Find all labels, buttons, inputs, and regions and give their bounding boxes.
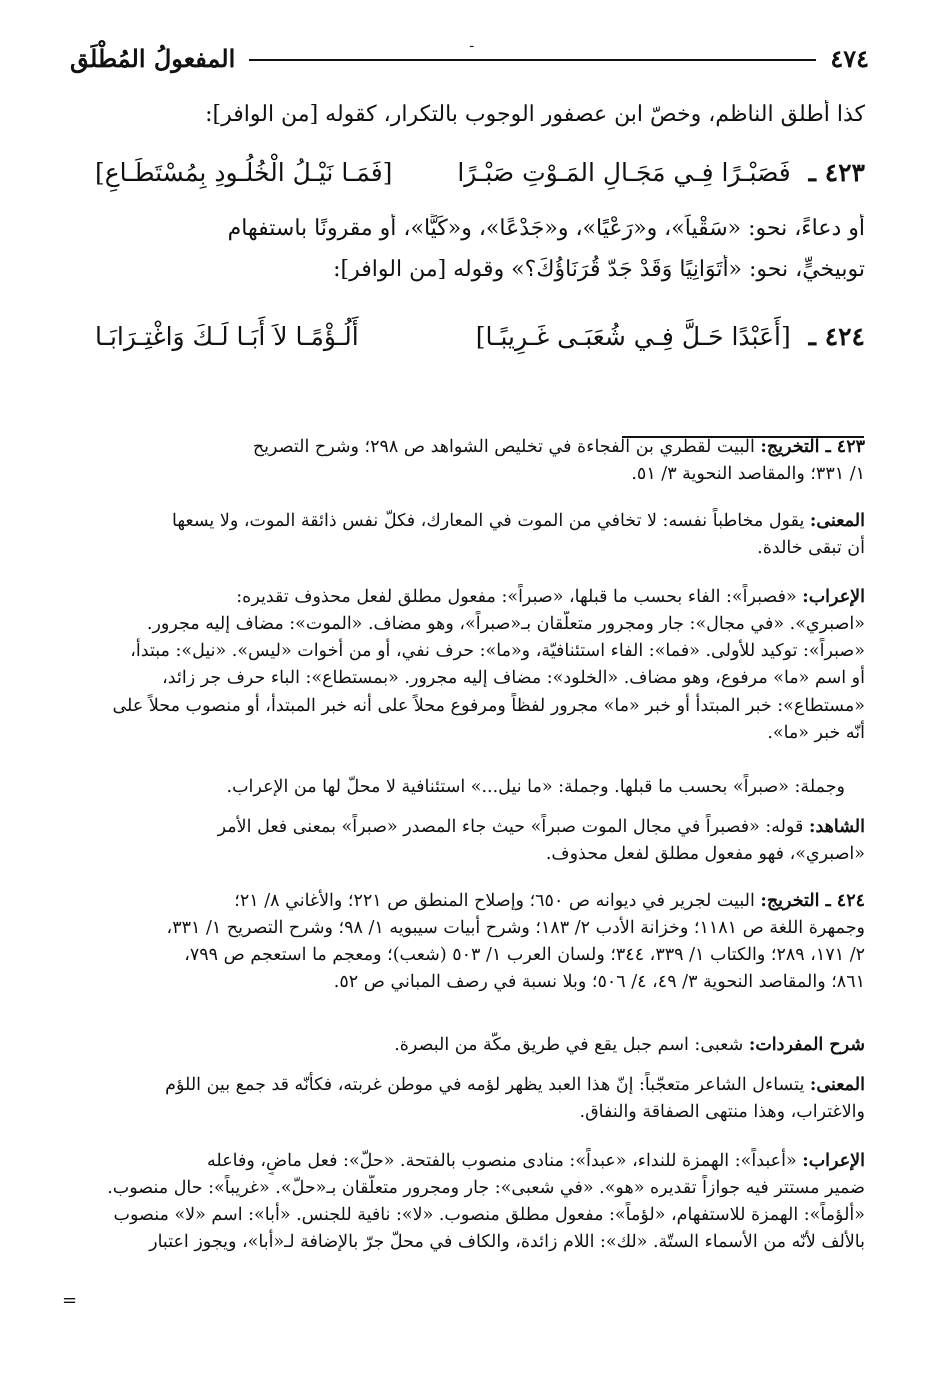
footnote-line: ٨٦١؛ والمقاصد النحوية ٣/ ٤٩، ٤/ ٥٠٦؛ وبلا نسبة في رصف المباني ص ٥٢. <box>333 972 865 993</box>
footnote-424-tahrij <box>94 888 865 997</box>
footnote-line: أو اسم «ما» مرفوع، وهو مضاف. «الخلود»: مضاف إليه مجرور. «بمستطاع»: الباء حرف جر زائد، <box>162 668 865 689</box>
footnote-line: ١/ ٣٣١؛ والمقاصد النحوية ٣/ ٥١. <box>631 464 865 485</box>
continuation-mark: = <box>62 1290 78 1311</box>
intro-paragraph <box>95 100 865 131</box>
footnote-label: ٤٢٤ ـ التخريج: <box>760 891 865 911</box>
verse-424-first-group <box>476 322 865 351</box>
footnote-text: البيت لقطري بن الفجاءة في تخليص الشواهد ص ٢٩٨؛ وشرح التصريح <box>252 437 755 457</box>
footnote-text: يتساءل الشاعر متعجّباً: إنّ هذا العبد يظهر لؤمه في موطن غربته، فكأنّه قد جمع بين اللؤم <box>165 1075 805 1095</box>
footnote-423-irab <box>94 584 865 747</box>
footnote-line <box>94 888 865 915</box>
verse-424 <box>95 322 865 351</box>
page-header <box>70 38 869 78</box>
first-hemistich: [أَعَبْدًا حَـلَّ فِـي شُعَبَـى غَـرِيبًـا] <box>475 322 791 351</box>
footnote-text: قوله: «فصبراً في مجال الموت صبراً» حيث جاء المصدر «صبراً» بمعنى فعل الأمر <box>217 817 804 837</box>
verse-number: ٤٢٤ ـ <box>808 322 865 351</box>
footnote-423-shahid <box>94 814 865 868</box>
footnote-line: «صبراً»: توكيد للأولى. «فما»: الفاء استئنافيّة، و«ما»: حرف نفي، أو من أخوات «ليس». «نيل»: مبتدأ، <box>130 641 865 662</box>
footnote-line: ٢/ ١٧١، ٢٨٩؛ والكتاب ١/ ٣٣٩، ٣٤٤؛ ولسان العرب ١/ ٥٠٣ (شعب)؛ ومعجم ما استعجم ص ٧٩٩، <box>184 945 865 966</box>
footnote-line <box>94 1032 865 1059</box>
footnote-line: أنّه خبر «ما». <box>767 722 865 743</box>
footnote-label: ٤٢٣ ـ التخريج: <box>760 437 865 457</box>
footnote-line <box>94 1072 865 1099</box>
second-hemistich: [فَمَـا نَيْـلُ الْخُلُـودِ بِمُسْتَطَـاعِ] <box>95 158 393 187</box>
main-paragraph <box>95 214 865 286</box>
footnote-424-vocabulary <box>94 1032 865 1059</box>
paragraph-line: توبيخيٍّ، نحو: «أَتَوَانِيًا وَقَدْ جَدّ قُرَنَاؤُكَ؟» وقوله [من الوافر]: <box>333 256 865 282</box>
footnote-424-meaning <box>94 1072 865 1126</box>
footnote-line: بالألف لأنّه من الأسماء الستّة. «لك»: اللام زائدة، والكاف في محلّ جرّ بالإضافة لـ«أبا»، ويجوز اعتبار <box>149 1232 865 1253</box>
footnote-label: الإعراب: <box>802 587 865 607</box>
footnote-line: ضمير مستتر فيه جوازاً تقديره «هو». «في شعبى»: جار ومجرور متعلّقان بـ«حلّ». «غريباً»: حال منصوب. <box>107 1178 865 1199</box>
footnote-423-sentences <box>94 774 865 801</box>
footnote-423-meaning <box>94 508 865 562</box>
footnote-line: وجمهرة اللغة ص ١١٨١؛ وخزانة الأدب ٢/ ١٨٣؛ وشرح أبيات سيبويه ١/ ٩٨؛ وشرح التصريح ١/ ٣٣١، <box>166 918 865 939</box>
verse-423-first-group <box>457 158 865 187</box>
top-mark: ـ <box>470 36 474 50</box>
second-hemistich: أَلُـؤْمًـا لاَ أَبَـا لَـكَ وَاغْتِـرَابَـا <box>95 322 359 351</box>
footnote-line: أن تبقى خالدة. <box>757 538 865 559</box>
footnote-424-irab <box>94 1148 865 1257</box>
footnote-line: «ألؤماً»: الهمزة للاستفهام، «لؤماً»: مفعول مطلق منصوب. «لا»: نافية للجنس. «أبا»: اسم «لا» منصوب <box>113 1205 865 1226</box>
verse-number: ٤٢٣ ـ <box>808 158 865 187</box>
footnote-text: شعبى: اسم جبل يقع في طريق مكّة من البصرة. <box>394 1035 744 1055</box>
footnote-text: يقول مخاطباً نفسه: لا تخافي من الموت في المعارك، فكلّ نفس ذائقة الموت، ولا يسعها <box>171 511 805 531</box>
footnote-label: الشاهد: <box>808 817 865 837</box>
footnote-label: شرح المفردات: <box>748 1035 865 1055</box>
footnote-line <box>94 434 865 461</box>
footnote-line <box>94 1148 865 1175</box>
footnote-label: المعنى: <box>809 1075 865 1095</box>
footnote-423-tahrij <box>94 434 865 488</box>
footnote-line: «اصبري». «في مجال»: جار ومجرور متعلّقان بـ«صبراً»، وهو مضاف. «الموت»: مضاف إليه مجرور. <box>146 614 865 635</box>
page-number: ٤٧٤ <box>830 43 869 73</box>
footnote-line: والاغتراب، وهذا منتهى الصفاقة والنفاق. <box>579 1102 865 1123</box>
footnote-label: الإعراب: <box>802 1151 865 1171</box>
paragraph-line: أو دعاءً، نحو: «سَقْياً»، و«رَعْيًا»، و«جَدْعًا»، و«كَيًّا»، أو مقرونًا باستفهام <box>227 216 865 241</box>
verse-423 <box>95 158 865 187</box>
footnote-line: «اصبري»، فهو مفعول مطلق لفعل محذوف. <box>545 844 865 865</box>
footnote-text: البيت لجرير في ديوانه ص ٦٥٠؛ وإصلاح المنطق ص ٢٢١؛ والأغاني ٨/ ٢١؛ <box>234 891 755 911</box>
footnote-line <box>94 584 865 611</box>
intro-line: كذا أطلق الناظم، وخصّ ابن عصفور الوجوب بالتكرار، كقوله [من الوافر]: <box>205 102 865 127</box>
footnote-text: «أعبداً»: الهمزة للنداء، «عبداً»: منادى منصوب بالفتحة. «حلّ»: فعل ماضٍ، وفاعله <box>207 1151 797 1171</box>
running-title: المفعولُ المُطْلَق <box>70 43 236 73</box>
footnote-line <box>94 508 865 535</box>
header-rule <box>249 59 816 61</box>
first-hemistich: فَصَبْـرًا فِـي مَجَـالِ المَـوْتِ صَبْـرًا <box>457 158 791 187</box>
footnote-text: «فصبراً»: الفاء بحسب ما قبلها، «صبراً»: مفعول مطلق لفعل محذوف تقديره: <box>236 587 797 607</box>
footnote-line <box>94 814 865 841</box>
footnote-line: وجملة: «صبراً» بحسب ما قبلها. وجملة: «ما نيل...» استئنافية لا محلّ لها من الإعراب. <box>226 777 845 797</box>
footnote-line: «مستطاع»: خبر المبتدأ أو خبر «ما» مجرور لفظاً ومرفوع محلاً على أنه خبر المبتدأ، أو منصوب محلاً على <box>112 695 865 716</box>
footnote-label: المعنى: <box>809 511 865 531</box>
